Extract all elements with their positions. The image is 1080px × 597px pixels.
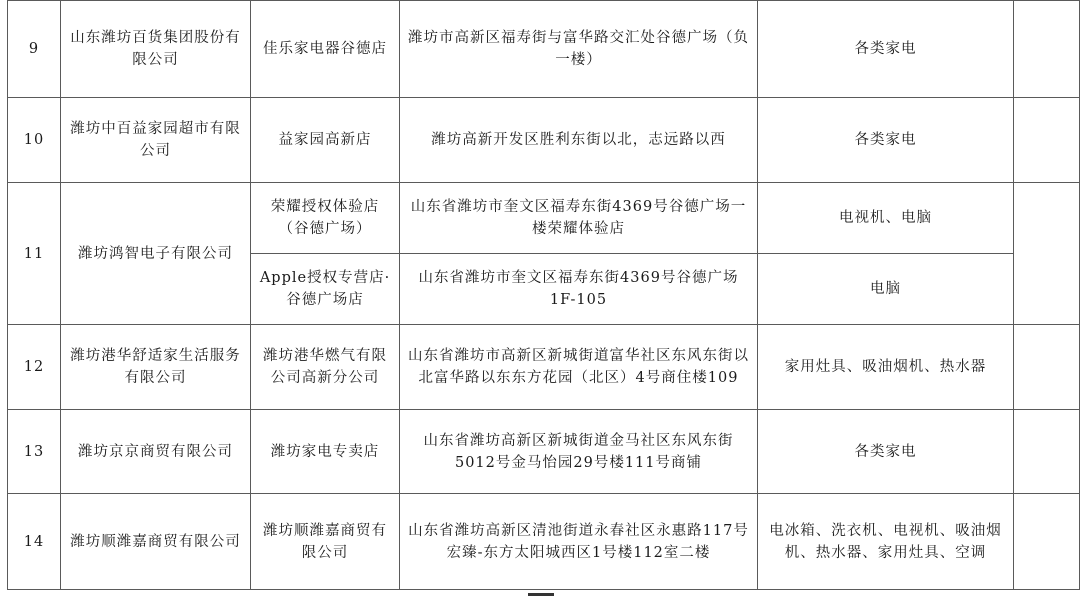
row-number-cell: 14: [8, 494, 61, 590]
company-cell: 潍坊中百益家园超市有限公司: [61, 98, 251, 183]
products-cell: 电脑: [758, 254, 1014, 325]
company-cell: 潍坊京京商贸有限公司: [61, 410, 251, 494]
remarks-cell: [1014, 494, 1080, 590]
company-cell: 山东潍坊百货集团股份有限公司: [61, 1, 251, 98]
products-cell: 电冰箱、洗衣机、电视机、吸油烟机、热水器、家用灶具、空调: [758, 494, 1014, 590]
address-cell: 山东省潍坊高新区清池街道永春社区永惠路117号宏臻-东方太阳城西区1号楼112室二楼: [400, 494, 758, 590]
address-cell: 山东省潍坊市高新区新城街道富华社区东风东街以北富华路以东东方花园（北区）4号商住楼109: [400, 325, 758, 410]
company-cell: 潍坊顺潍嘉商贸有限公司: [61, 494, 251, 590]
row-number-cell: 10: [8, 98, 61, 183]
page-marker: [528, 593, 554, 596]
remarks-cell: [1014, 183, 1080, 325]
row-number-cell: 9: [8, 1, 61, 98]
address-cell: 山东省潍坊市奎文区福寿东街4369号谷德广场1F-105: [400, 254, 758, 325]
remarks-cell: [1014, 410, 1080, 494]
remarks-cell: [1014, 1, 1080, 98]
company-cell: 潍坊鸿智电子有限公司: [61, 183, 251, 325]
address-cell: 潍坊市高新区福寿街与富华路交汇处谷德广场（负一楼）: [400, 1, 758, 98]
products-cell: 各类家电: [758, 410, 1014, 494]
merchant-table: [7, 0, 1080, 590]
store-cell: 潍坊港华燃气有限公司高新分公司: [251, 325, 400, 410]
row-number-cell: 12: [8, 325, 61, 410]
store-cell: 益家园高新店: [251, 98, 400, 183]
address-cell: 山东省潍坊市奎文区福寿东街4369号谷德广场一楼荣耀体验店: [400, 183, 758, 254]
row-number-cell: 13: [8, 410, 61, 494]
store-cell: 潍坊家电专卖店: [251, 410, 400, 494]
store-cell: Apple授权专营店·谷德广场店: [251, 254, 400, 325]
table-row: [8, 325, 1080, 410]
table-row: [8, 183, 1080, 254]
products-cell: 电视机、电脑: [758, 183, 1014, 254]
table-row: [8, 1, 1080, 98]
table-row: [8, 98, 1080, 183]
remarks-cell: [1014, 98, 1080, 183]
remarks-cell: [1014, 325, 1080, 410]
address-cell: 潍坊高新开发区胜利东街以北，志远路以西: [400, 98, 758, 183]
products-cell: 各类家电: [758, 1, 1014, 98]
store-cell: 潍坊顺潍嘉商贸有限公司: [251, 494, 400, 590]
table-row: [8, 410, 1080, 494]
products-cell: 家用灶具、吸油烟机、热水器: [758, 325, 1014, 410]
store-cell: 荣耀授权体验店（谷德广场）: [251, 183, 400, 254]
products-cell: 各类家电: [758, 98, 1014, 183]
store-cell: 佳乐家电器谷德店: [251, 1, 400, 98]
address-cell: 山东省潍坊高新区新城街道金马社区东风东街5012号金马怡园29号楼111号商铺: [400, 410, 758, 494]
company-cell: 潍坊港华舒适家生活服务有限公司: [61, 325, 251, 410]
table-row: [8, 494, 1080, 590]
row-number-cell: 11: [8, 183, 61, 325]
